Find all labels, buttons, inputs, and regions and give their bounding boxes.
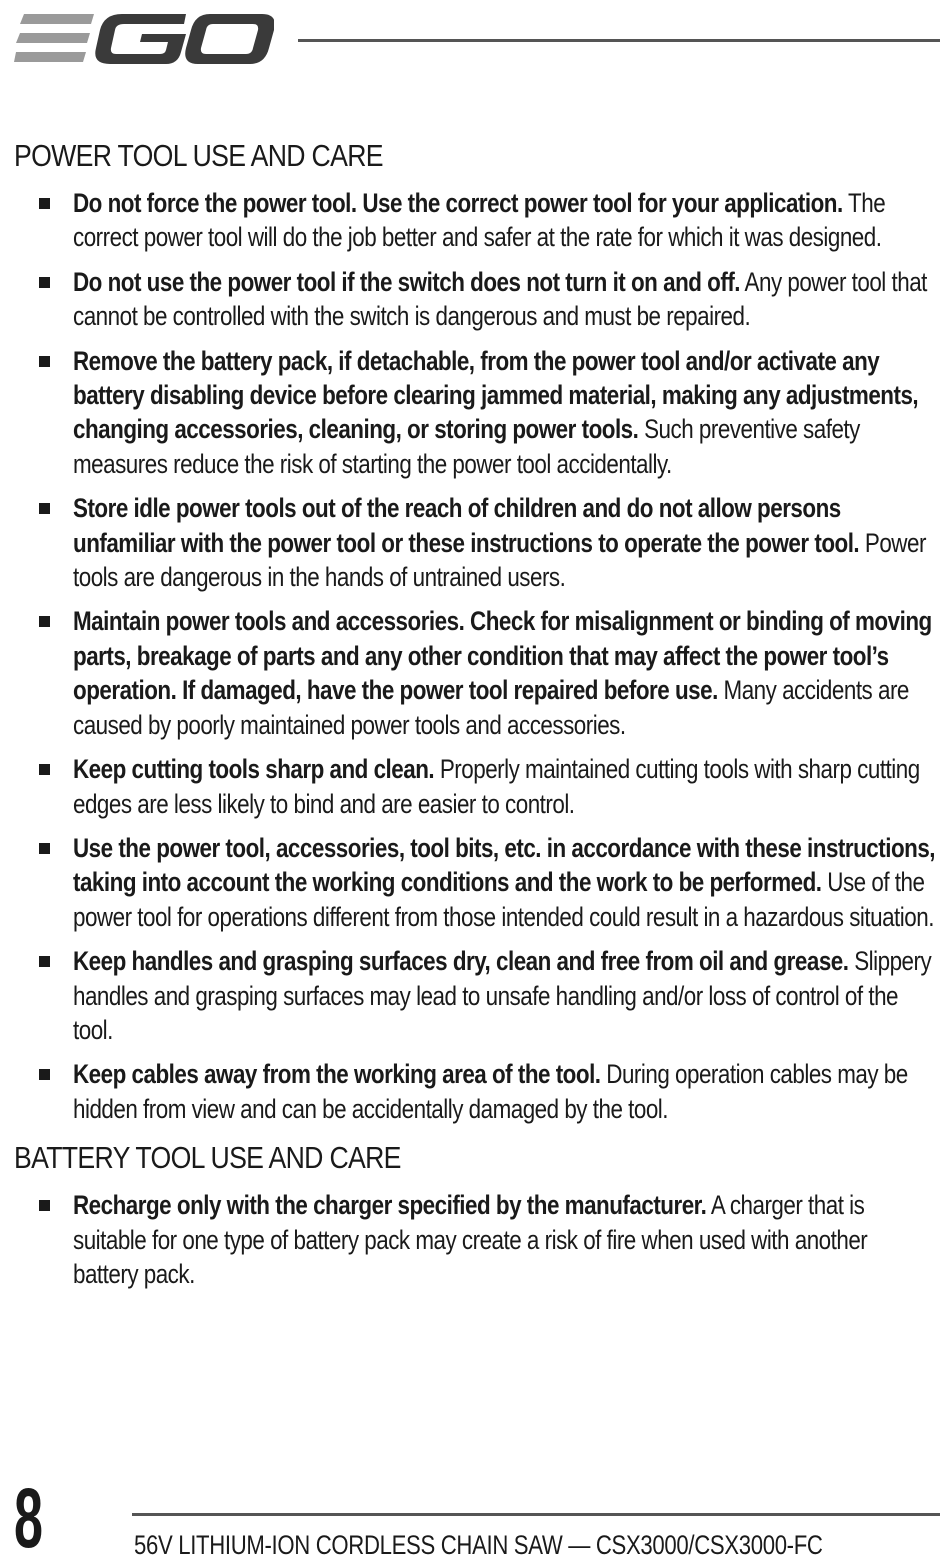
item-lead-bold: Do not force the power tool. Use the correct power tool for your application. (73, 188, 843, 218)
item-lead-bold: Recharge only with the charger specified by the manufacturer. (73, 1190, 707, 1221)
item-body: Slippery handles and grasping surfaces may lead to unsafe handling and/or loss of control of the tool. (73, 946, 932, 1045)
item-lead-bold: Store idle power tools out of the reach of children and do not allow persons unfamiliar with the power tool or these instructions to operate the power tool. (73, 493, 860, 558)
square-bullet-icon (39, 1069, 50, 1080)
square-bullet-icon (39, 503, 50, 514)
item-body: Many accidents are caused by poorly maintained power tools and accessories. (73, 675, 909, 740)
square-bullet-icon (39, 843, 50, 854)
page-header (14, 10, 940, 70)
item-text (73, 344, 936, 482)
item-body: The correct power tool will do the job better and safer at the rate for which it was designed. (73, 188, 886, 253)
list-item (14, 1057, 938, 1126)
section-heading: POWER TOOL USE AND CARE (14, 138, 383, 173)
item-body: A charger that is suitable for one type of battery pack may create a risk of fire when used with another battery pack. (73, 1190, 868, 1289)
square-bullet-icon (39, 616, 50, 627)
square-bullet-icon (39, 764, 50, 775)
item-text (73, 1188, 936, 1291)
item-text (73, 265, 936, 334)
item-lead-bold: Keep cutting tools sharp and clean. (73, 754, 435, 785)
footer-product-line: 56V LITHIUM-ION CORDLESS CHAIN SAW — CSX3000/CSX3000-FC (134, 1530, 823, 1560)
item-body: Such preventive safety measures reduce the risk of starting the power tool accidentally. (73, 414, 860, 479)
item-text (73, 491, 936, 594)
header-divider (298, 39, 940, 42)
page-content (14, 138, 938, 1301)
item-lead-bold: Use the power tool, accessories, tool bits, etc. in accordance with these instructions, taking into account the working conditions and the work to be performed. (73, 832, 936, 898)
item-text (73, 752, 936, 821)
list-item (14, 944, 938, 1047)
item-lead-bold: Do not use the power tool if the switch does not turn it on and off. (73, 266, 741, 297)
square-bullet-icon (39, 356, 50, 367)
section-battery-tool-use-and-care (14, 1140, 938, 1291)
item-lead-bold: Maintain power tools and accessories. Check for misalignment or binding of moving parts, breakage of parts and any other condition that may affect the power tool’s operation. If damaged, have the power tool repaired before use. (73, 606, 932, 706)
safety-list (14, 186, 938, 1126)
footer-divider (132, 1513, 940, 1516)
square-bullet-icon (39, 277, 50, 288)
item-body: Power tools are dangerous in the hands of untrained users. (73, 527, 926, 593)
square-bullet-icon (39, 198, 50, 209)
item-body: Properly maintained cutting tools with sharp cutting edges are less likely to bind and are easier to control. (73, 754, 920, 819)
item-text (73, 186, 936, 255)
list-item (14, 344, 938, 482)
list-item (14, 186, 938, 255)
section-heading: BATTERY TOOL USE AND CARE (14, 1140, 401, 1176)
item-text (73, 944, 936, 1047)
item-lead-bold: Keep handles and grasping surfaces dry, clean and free from oil and grease. (73, 946, 849, 977)
item-text (73, 831, 936, 934)
page-number: 8 (14, 1471, 43, 1565)
item-lead-bold: Keep cables away from the working area of the tool. (73, 1059, 601, 1090)
item-body: Any power tool that cannot be controlled with the switch is dangerous and must be repaired. (73, 266, 927, 332)
square-bullet-icon (39, 1200, 50, 1211)
ego-logo (14, 10, 274, 68)
list-item (14, 831, 938, 934)
item-body: During operation cables may be hidden from view and can be accidentally damaged by the tool. (73, 1059, 908, 1124)
list-item (14, 265, 938, 334)
item-lead-bold: Remove the battery pack, if detachable, from the power tool and/or activate any battery disabling device before clearing jammed material, making any adjustments, changing accessories, cleaning, or storing power tools. (73, 345, 919, 445)
item-text (73, 1057, 936, 1126)
section-power-tool-use-and-care (14, 138, 938, 1126)
list-item (14, 604, 938, 742)
item-text (73, 604, 936, 742)
list-item (14, 1188, 938, 1291)
safety-list (14, 1188, 938, 1291)
list-item (14, 491, 938, 594)
list-item (14, 752, 938, 821)
square-bullet-icon (39, 956, 50, 967)
item-body: Use of the power tool for operations different from those intended could result in a hazardous situation. (73, 867, 934, 932)
